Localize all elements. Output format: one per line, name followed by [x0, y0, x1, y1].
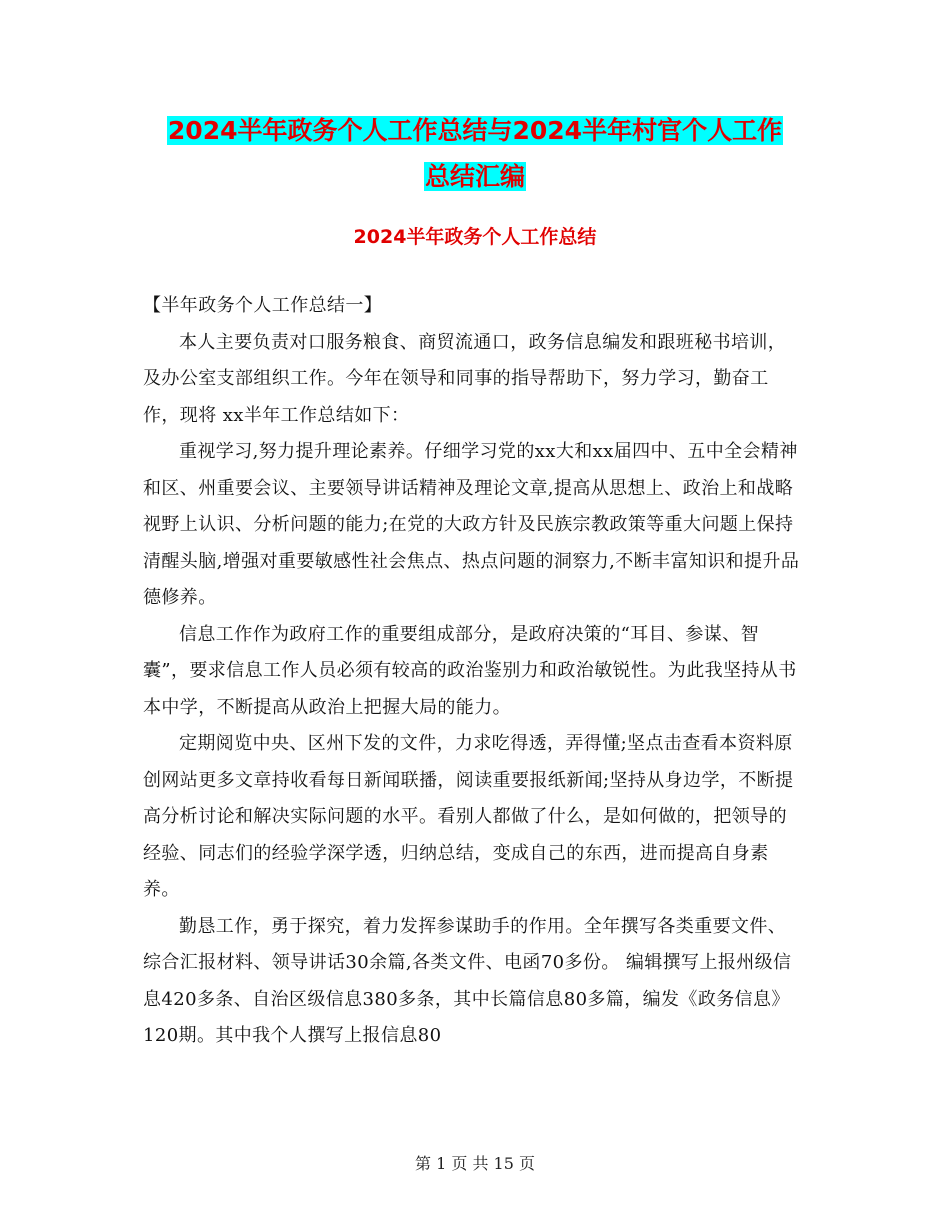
paragraph: 信息工作作为政府工作的重要组成部分，是政府决策的“耳目、参谋、智囊”，要求信息工作人员必须有较高的政治鉴别力和政治敏锐性。为此我坚持从书本中学，不断提高从政治上把握大局的能力。 [143, 623, 797, 718]
document-title [0, 108, 950, 200]
paragraph: 重视学习,努力提升理论素养。仔细学习党的xx大和xx届四中、五中全会精神和区、州重要会议、主要领导讲话精神及理论文章,提高从思想上、政治上和战略视野上认识、分析问题的能力;在党的大政方针及民族宗教政策等重大问题上保持清醒头脑,增强对重要敏感性社会焦点、热点问题的洞察力,不断丰富知识和提升品德修养。 [143, 441, 800, 608]
document-body [143, 288, 803, 1055]
subheading: 【半年政务个人工作总结一】 [143, 295, 383, 316]
paragraph: 定期阅览中央、区州下发的文件，力求吃得透，弄得懂;坚点击查看本资料原创网站更多文章持收看每日新闻联播，阅读重要报纸新闻;坚持从身边学，不断提高分析讨论和解决实际问题的水平。看别人都做了什么，是如何做的，把领导的经验、同志们的经验学深学透，归纳总结，变成自己的东西，进而提高自身素养。 [143, 733, 794, 900]
page-footer: 第 1 页 共 15 页 [415, 1154, 535, 1173]
section-title: 2024半年政务个人工作总结 [353, 226, 597, 248]
paragraph: 本人主要负责对口服务粮食、商贸流通口，政务信息编发和跟班秘书培训，及办公室支部组织工作。今年在领导和同事的指导帮助下，努力学习，勤奋工作，现将 xx半年工作总结如下： [143, 331, 787, 426]
paragraph: 勤恳工作，勇于探究，着力发挥参谋助手的作用。全年撰写各类重要文件、综合汇报材料、领导讲话30余篇,各类文件、电函70多份。 编辑撰写上报州级信息420多条、自治区级信息380多条，其中长篇信息80多篇，编发《政务信息》120期。其中我个人撰写上报信息80 [143, 915, 792, 1046]
document-title-line2: 总结汇编 [424, 162, 525, 191]
document-title-line1: 2024半年政务个人工作总结与2024半年村官个人工作 [167, 116, 783, 145]
